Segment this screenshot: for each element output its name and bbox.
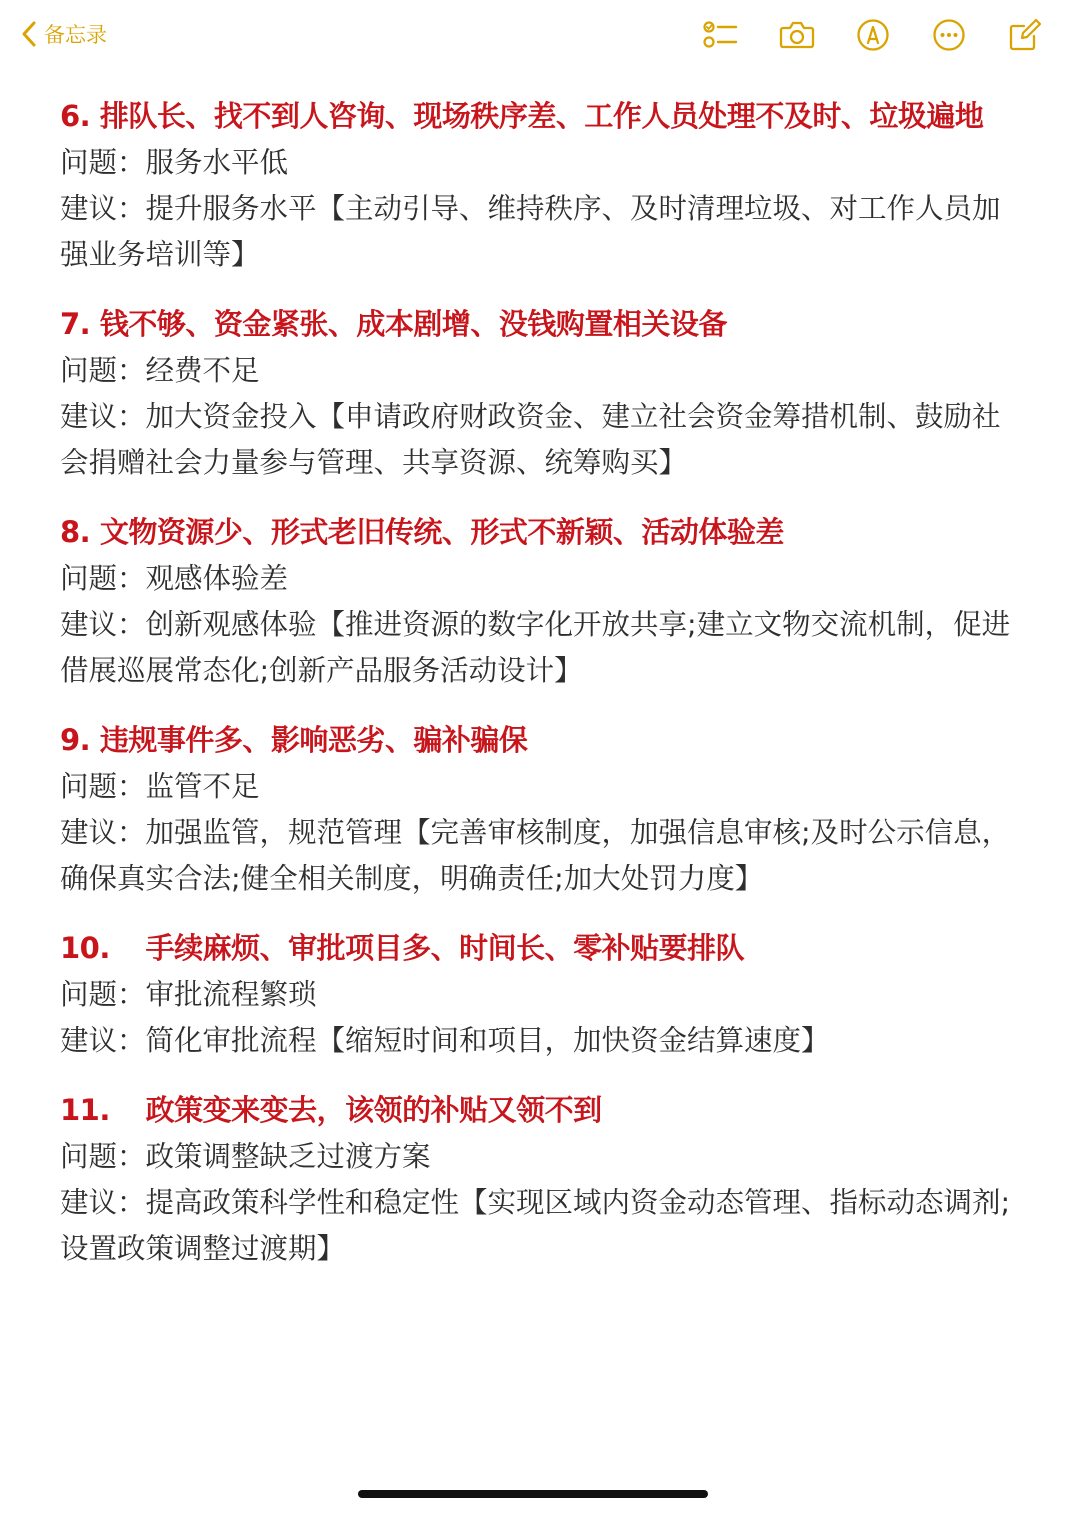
more-button[interactable] xyxy=(930,16,968,54)
section-title: 文物资源少、形式老旧传统、形式不新颖、活动体验差 xyxy=(99,515,784,549)
section-heading xyxy=(60,924,1025,972)
section-title: 排队长、找不到人咨询、现场秩序差、工作人员处理不及时、垃圾遍地 xyxy=(99,99,984,133)
section-heading xyxy=(60,508,1025,556)
suggestion-line: 会捐赠社会力量参与管理、共享资源、统筹购买】 xyxy=(60,446,688,479)
suggestion-line: 确保真实合法;健全相关制度，明确责任;加大处罚力度】 xyxy=(60,862,764,895)
problem-line: 问题：观感体验差 xyxy=(60,562,289,595)
note-section-9 xyxy=(60,716,1025,902)
note-section-10 xyxy=(60,924,1025,1064)
suggestion-line: 建议：创新观感体验【推进资源的数字化开放共享;建立文物交流机制，促进 xyxy=(60,608,1011,641)
compose-button[interactable] xyxy=(1006,16,1044,54)
section-heading xyxy=(60,1086,1025,1134)
camera-icon xyxy=(779,20,815,50)
problem-line: 问题：服务水平低 xyxy=(60,146,289,179)
problem-line: 问题：审批流程繁琐 xyxy=(60,978,317,1011)
note-body[interactable] xyxy=(60,92,1025,1294)
section-heading xyxy=(60,92,1025,140)
note-section-11 xyxy=(60,1086,1025,1272)
back-button[interactable] xyxy=(22,18,107,50)
section-title: 违规事件多、影响恶劣、骗补骗保 xyxy=(99,723,528,757)
note-section-6 xyxy=(60,92,1025,278)
camera-button[interactable] xyxy=(778,16,816,54)
problem-line: 问题：政策调整缺乏过渡方案 xyxy=(60,1140,431,1173)
problem-line: 问题：监管不足 xyxy=(60,770,260,803)
section-number: 11. xyxy=(60,1093,110,1127)
section-number: 9. xyxy=(60,723,91,757)
more-icon xyxy=(932,18,966,52)
back-label: 备忘录 xyxy=(44,23,107,47)
markup-pen-icon xyxy=(856,18,890,52)
suggestion-line: 建议：加大资金投入【申请政府财政资金、建立社会资金筹措机制、鼓励社 xyxy=(60,400,1001,433)
section-number: 6. xyxy=(60,99,91,133)
section-number: 8. xyxy=(60,515,91,549)
suggestion-line: 强业务培训等】 xyxy=(60,238,260,271)
section-title: 手续麻烦、审批项目多、时间长、零补贴要排队 xyxy=(145,931,745,965)
suggestion-line: 建议：简化审批流程【缩短时间和项目，加快资金结算速度】 xyxy=(60,1024,830,1057)
notes-toolbar xyxy=(0,0,1080,70)
chevron-left-icon xyxy=(22,21,36,47)
problem-line: 问题：经费不足 xyxy=(60,354,260,387)
checklist-button[interactable] xyxy=(702,16,740,54)
note-section-8 xyxy=(60,508,1025,694)
note-section-7 xyxy=(60,300,1025,486)
home-indicator[interactable] xyxy=(358,1490,708,1498)
markup-button[interactable] xyxy=(854,16,892,54)
suggestion-line: 建议：提升服务水平【主动引导、维持秩序、及时清理垃圾、对工作人员加 xyxy=(60,192,1001,225)
section-number: 10. xyxy=(60,931,110,965)
suggestion-line: 建议：提高政策科学性和稳定性【实现区域内资金动态管理、指标动态调剂; xyxy=(60,1186,1011,1219)
suggestion-line: 建议：加强监管，规范管理【完善审核制度，加强信息审核;及时公示信息， xyxy=(60,816,1011,849)
suggestion-line: 设置政策调整过渡期】 xyxy=(60,1232,346,1265)
section-title: 政策变来变去，该领的补贴又领不到 xyxy=(145,1093,602,1127)
section-number: 7. xyxy=(60,307,91,341)
section-heading xyxy=(60,716,1025,764)
compose-icon xyxy=(1008,18,1042,52)
suggestion-line: 借展巡展常态化;创新产品服务活动设计】 xyxy=(60,654,583,687)
section-heading xyxy=(60,300,1025,348)
checklist-icon xyxy=(703,19,739,51)
section-title: 钱不够、资金紧张、成本剧增、没钱购置相关设备 xyxy=(99,307,727,341)
toolbar-actions xyxy=(702,16,1044,54)
